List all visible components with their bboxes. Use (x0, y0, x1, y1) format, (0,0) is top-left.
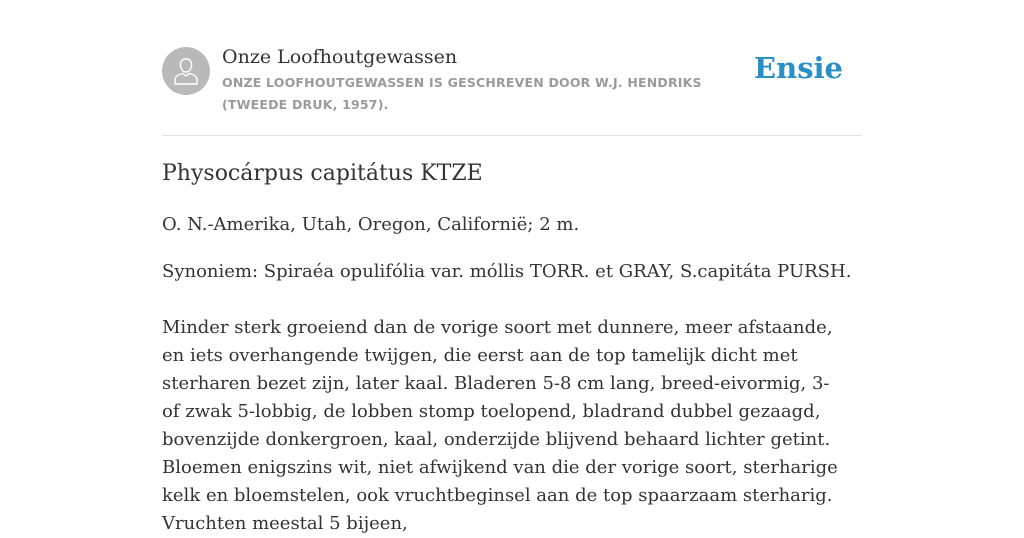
entry-title: Physocárpus capitátus KTZE (162, 161, 483, 186)
ensie-logo[interactable]: Ensie (754, 51, 843, 85)
source-title[interactable]: Onze Loofhoutgewassen (222, 46, 458, 68)
entry-content (162, 158, 862, 538)
user-icon (172, 56, 200, 86)
entry-description: Minder sterk groeiend dan de vorige soort met dunnere, meer afstaande, en iets overhangende twijgen, die eerst aan de top tamelijk dicht met sterharen bezet zijn, later kaal. Bladeren 5-8 cm lang, breed-eivormig, 3- of zwak 5-lobbig, de lobben stomp toelopend, bladrand dubbel gezaagd, bovenzijde donkergroen, kaal, onderzijde blijvend behaard lichter getint. Bloemen enigszins wit, niet afwijkend van die der vorige soort, sterharige kelk en bloemstelen, ook vruchtbeginsel aan de top spaarzaam sterharig. Vruchten meestal 5 bijeen, (162, 317, 838, 534)
avatar[interactable] (162, 47, 210, 95)
source-header (162, 46, 862, 136)
entry-synonym: Synoniem: Spiraéa opulifólia var. móllis TORR. et GRAY, S.capitáta PURSH. (162, 261, 852, 282)
entry-origin: O. N.-Amerika, Utah, Oregon, Californië; 2 m. (162, 214, 580, 235)
header-divider (162, 135, 862, 136)
source-description: ONZE LOOFHOUTGEWASSEN IS GESCHREVEN DOOR W.J. HENDRIKS (TWEEDE DRUK, 1957). (222, 75, 702, 112)
